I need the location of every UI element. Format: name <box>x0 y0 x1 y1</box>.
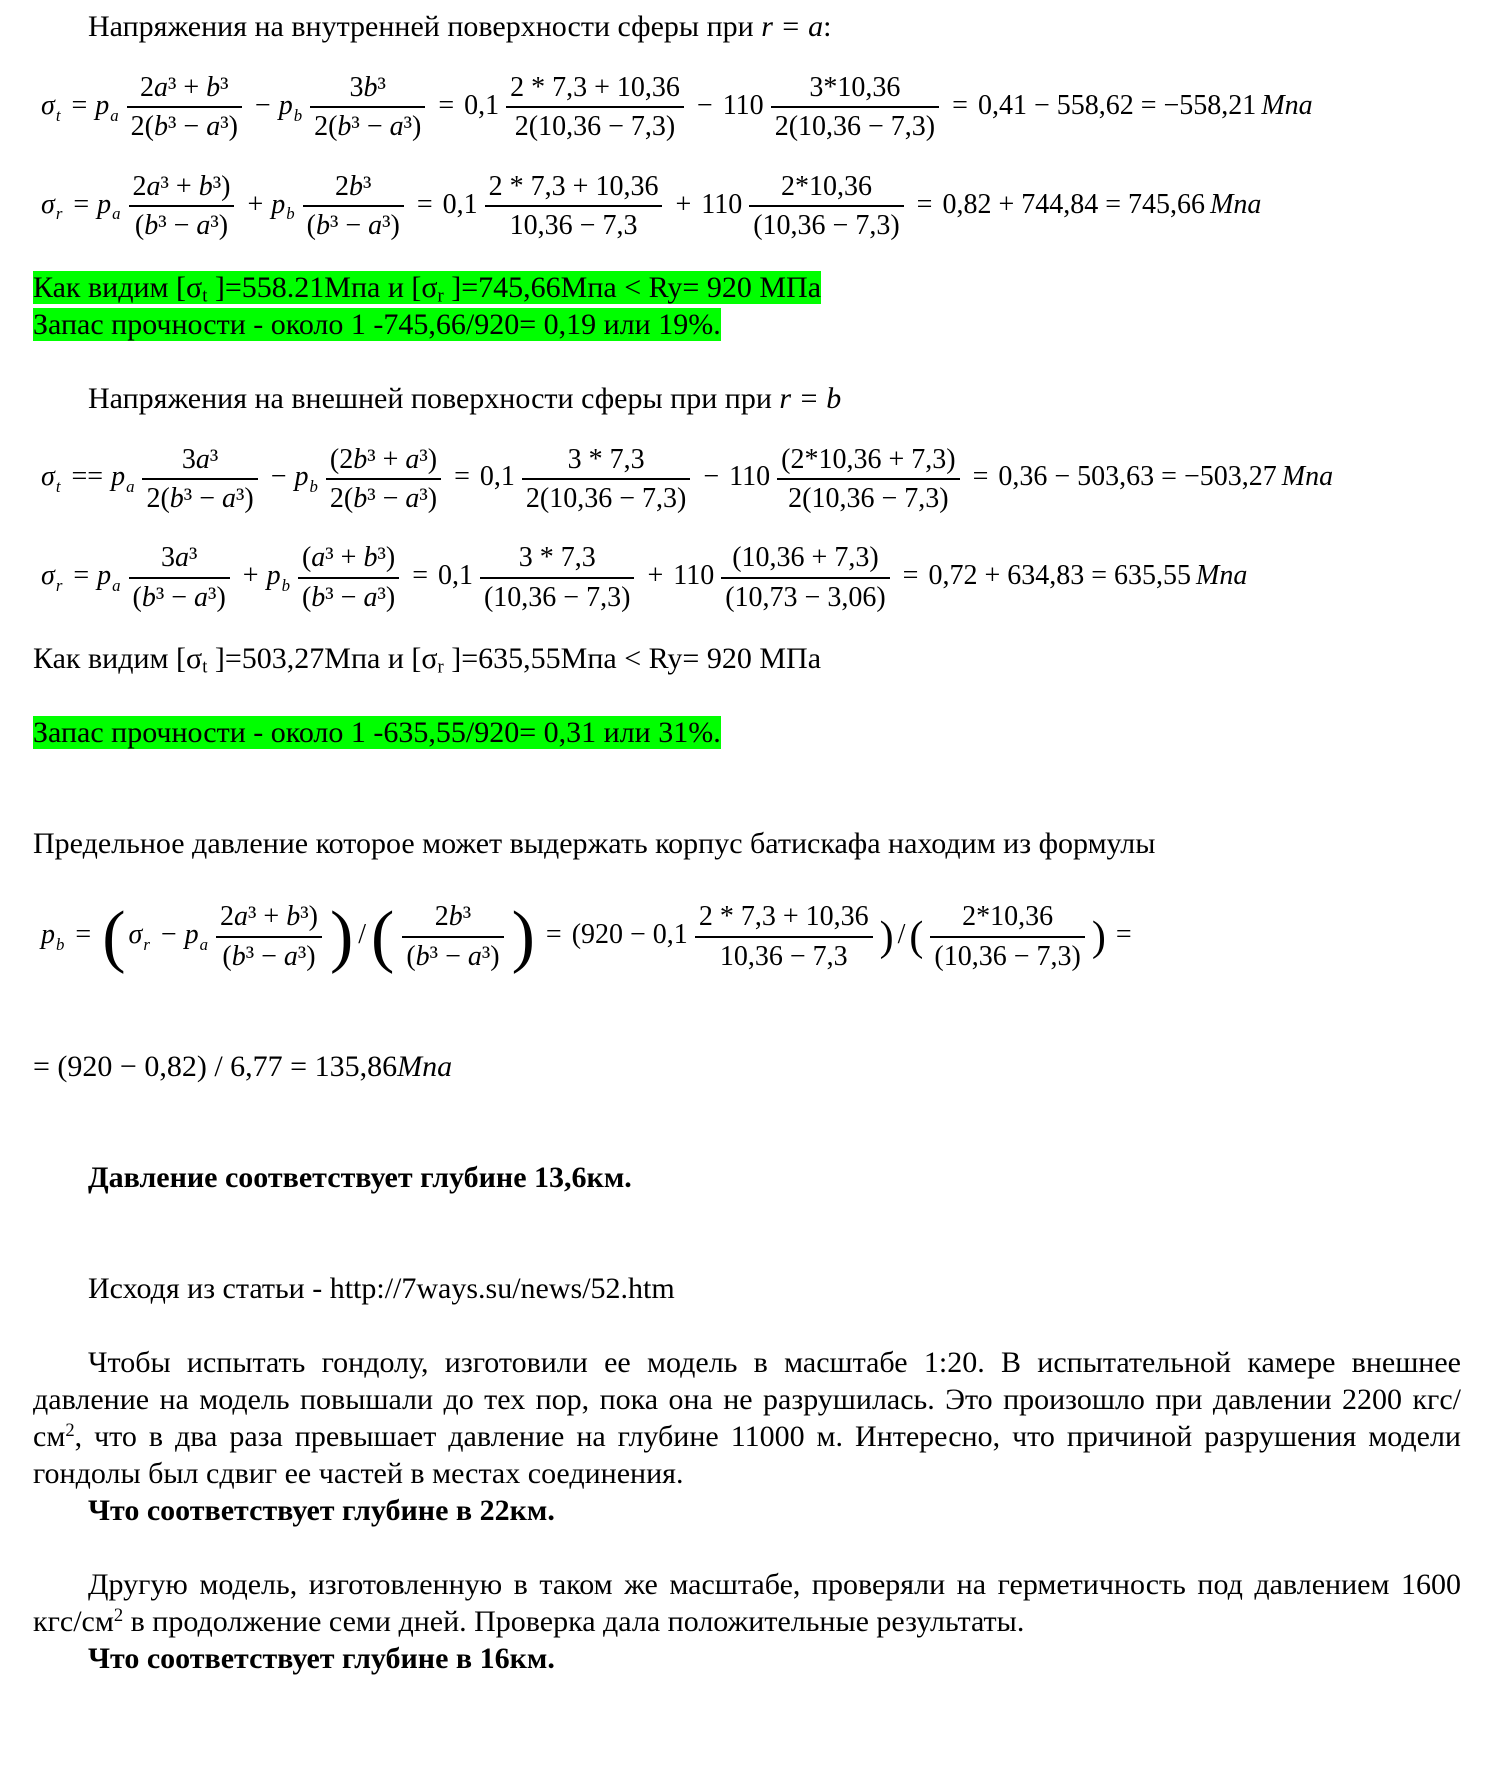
formula-limit-pressure <box>33 897 1461 975</box>
blank-line <box>33 343 1461 380</box>
math-number: 110 <box>722 89 764 121</box>
math-number: 0,1 <box>437 560 473 592</box>
math-fraction: $\frac{\text{(a³ + b³)}}{\text{(b³ − a³)}}$ <box>298 541 399 614</box>
math-paren: ( <box>102 897 126 975</box>
formula-sigma-t-inner <box>33 71 1461 144</box>
formula-sigma-r-outer <box>33 541 1461 614</box>
math-paren: ) <box>879 913 894 960</box>
math-fraction: $\frac{\text{2a³ + b³)}}{\text{(b³ − a³)}}$ <box>216 900 322 973</box>
math-number: 110 <box>673 560 715 592</box>
text-run: Исходя из статьи - <box>88 1271 330 1305</box>
limit-pressure-result <box>33 1048 1461 1085</box>
text-run: = (920 − 0,82) / 6,77 = 135,86 <box>33 1049 398 1083</box>
blank-line <box>33 1307 1461 1344</box>
math-operator: − <box>160 918 177 950</box>
text-run: Запас прочности - около 1 -745,66/920= 0,19 или 19%. <box>33 307 721 341</box>
math-number: (920 − 0,1 <box>571 918 688 950</box>
math-fraction: $\frac{2 * 7,3 + 10,36}{2(10,36 - 7,3)}$ <box>506 71 684 144</box>
math-fraction: $\frac{2*10,36}{(10,36 - 7,3)}$ <box>749 170 903 243</box>
math-variable: $\sigma_r$ <box>41 188 63 224</box>
math-number: / <box>358 918 367 950</box>
math-operator: + <box>247 188 264 220</box>
conclusion-outer <box>33 640 1461 677</box>
math-operator: + <box>675 188 692 220</box>
text-run: Чтобы испытать гондолу, изготовили ее модель в масштабе 1:20. В испытательной камере внешнее давление на модель повышали до тех пор, пока она не разрушилась. Это произошло при давлении 2200 кгс/см <box>33 1345 1461 1453</box>
text-run: Что соответствует глубине в 16км. <box>88 1641 555 1675</box>
math-operator: = <box>902 560 919 592</box>
math-operator: == <box>71 461 104 493</box>
document-content <box>33 8 1461 1677</box>
math-paren: ( <box>371 897 395 975</box>
math-operator: − <box>270 461 287 493</box>
math-number: 0,1 <box>464 89 500 121</box>
math-operator: = <box>454 461 470 493</box>
math-number: 0,72 + 634,83 = 635,55 <box>928 560 1192 592</box>
math-variable: $p_b$ <box>278 89 303 125</box>
subscript-text: r <box>437 656 444 678</box>
math-paren: ( <box>909 913 924 960</box>
math-fraction: $\frac{\text{2b³}}{\text{(b³ − a³)}}$ <box>303 170 404 243</box>
safety-margin-outer <box>33 714 1461 751</box>
blank-line <box>33 1122 1461 1159</box>
text-run: , что в два раза превышает давление на глубине 11000 м. Интересно, что причиной разрушения модели гондолы был сдвиг ее частей в местах соединения. <box>33 1419 1461 1490</box>
text-run: Напряжения на внутренней поверхности сферы при <box>88 10 762 43</box>
safety-margin-inner <box>33 306 1461 343</box>
math-variable: $\sigma_r$ <box>41 560 63 595</box>
math-fraction: $\frac{\text{3b³}}{\text{2(b³ − a³)}}$ <box>310 71 425 144</box>
math-operator: = <box>412 560 428 592</box>
math-number: 0,41 − 558,62 = −558,21 <box>977 89 1257 121</box>
article-url: http://7ways.su/news/52.htm <box>329 1271 675 1305</box>
math-operator: − <box>696 89 713 121</box>
math-fraction: $\frac{\text{3a³}}{\text{2(b³ − a³)}}$ <box>142 443 257 516</box>
math-unit: Мпа <box>1196 560 1248 592</box>
text-run: : <box>823 10 832 43</box>
math-variable: $p_a$ <box>111 461 135 497</box>
heading-outer-surface <box>33 380 1461 417</box>
math-operator: = <box>73 560 90 592</box>
blank-line <box>33 1085 1461 1122</box>
text-run: в продолжение семи дней. Проверка дала положительные результаты. <box>123 1604 1025 1638</box>
math-variable: $p_a$ <box>97 560 121 595</box>
math-fraction: $\frac{2 * 7,3 + 10,36}{10,36 - 7,3}$ <box>485 170 663 243</box>
blank-line <box>33 1011 1461 1048</box>
text-run: Предельное давление которое может выдержать корпус батискафа находим из формулы <box>33 827 1156 861</box>
depth-22km <box>33 1492 1461 1529</box>
highlighted-text <box>33 716 721 749</box>
math-operator: − <box>703 461 720 493</box>
second-model-paragraph <box>33 1566 1461 1640</box>
math-number: 0,82 + 744,84 = 745,66 <box>942 188 1206 220</box>
math-number: 0,1 <box>442 188 478 220</box>
math-variable: $p_b$ <box>271 188 295 224</box>
text-run: ]=503,27Мпа и [σ <box>207 642 438 676</box>
superscript-text: 2 <box>113 1604 124 1626</box>
math-operator: − <box>254 89 271 121</box>
text-run: Другую модель, изготовленную в таком же масштабе, проверяли на герметичность под давлением 1600 кгс/см <box>33 1567 1461 1638</box>
subscript-text: t <box>202 656 208 678</box>
math-paren: ) <box>1091 913 1106 960</box>
text-run: r = b <box>779 381 842 415</box>
math-variable: $p_a$ <box>184 918 209 954</box>
math-fraction: $\frac{(2*10,36 + 7,3)}{2(10,36 - 7,3)}$ <box>777 443 959 516</box>
math-number: 110 <box>701 188 743 220</box>
math-fraction: $\frac{(10,36 + 7,3)}{(10,73 - 3,06)}$ <box>721 541 889 614</box>
math-variable: $\sigma_t$ <box>41 461 61 497</box>
math-paren: ) <box>511 897 535 975</box>
math-operator: + <box>242 560 259 592</box>
depth-16km <box>33 1640 1461 1677</box>
blank-line <box>33 677 1461 714</box>
math-number: / <box>897 918 906 950</box>
subscript-text: r <box>437 285 444 307</box>
heading-inner-surface <box>33 8 1461 45</box>
math-fraction: $\frac{2*10,36}{(10,36 - 7,3)}$ <box>930 900 1084 973</box>
math-fraction: $\frac{\text{2a³ + b³}}{\text{2(b³ − a³)}}$ <box>127 71 242 144</box>
math-operator: = <box>75 918 92 950</box>
superscript-text: 2 <box>65 1419 75 1441</box>
math-unit: Мпа <box>1281 461 1334 493</box>
math-fraction: $\frac{\text{(2b³ + a³)}}{\text{2(b³ − a³)}}$ <box>326 443 441 516</box>
text-run: Запас прочности - около 1 -635,55/920= 0,31 или 31%. <box>33 716 721 750</box>
math-operator: = <box>1115 918 1132 950</box>
math-variable: $\sigma_r$ <box>128 918 150 954</box>
math-operator: = <box>545 918 562 950</box>
blank-line <box>33 1196 1461 1233</box>
math-fraction: $\frac{\text{2a³ + b³)}}{\text{(b³ − a³)}}$ <box>129 170 235 243</box>
math-fraction: $\frac{3 * 7,3}{(10,36 - 7,3)}$ <box>480 541 634 614</box>
highlighted-text <box>33 308 721 341</box>
text-run: Давление соответствует глубине 13,6км. <box>88 1160 632 1194</box>
math-variable: $p_b$ <box>266 560 290 595</box>
math-fraction: $\frac{\text{2b³}}{\text{(b³ − a³)}}$ <box>402 900 503 973</box>
math-fraction: $\frac{2 * 7,3 + 10,36}{10,36 - 7,3}$ <box>695 900 873 973</box>
model-test-paragraph <box>33 1344 1461 1492</box>
source-reference <box>33 1270 1461 1307</box>
math-fraction: $\frac{\text{3a³}}{\text{(b³ − a³)}}$ <box>129 541 230 614</box>
subscript-text: t <box>202 285 208 307</box>
math-variable: $p_a$ <box>95 89 119 125</box>
math-variable: $p_b$ <box>41 918 65 954</box>
math-operator: = <box>916 188 933 220</box>
text-run: Напряжения на внешней поверхности сферы при при <box>88 381 780 415</box>
math-operator: = <box>952 89 968 121</box>
math-operator: = <box>416 188 433 220</box>
math-paren: ) <box>329 897 354 975</box>
blank-line <box>33 1529 1461 1566</box>
text-run: ]=635,55Мпа < Ry= 920 МПа <box>443 642 822 676</box>
formula-sigma-t-outer <box>33 443 1461 516</box>
math-operator: = <box>73 188 90 220</box>
depth-conclusion <box>33 1159 1461 1196</box>
text-run: Как видим [σ <box>33 642 203 676</box>
math-unit: Мпа <box>1210 188 1262 220</box>
limit-pressure-intro <box>33 825 1461 862</box>
math-operator: = <box>71 89 88 121</box>
highlighted-text <box>33 270 822 307</box>
text-run: ]=745,66Мпа < Ry= 920 МПа <box>443 270 822 304</box>
formula-sigma-r-inner <box>33 170 1461 243</box>
math-variable: $\sigma_t$ <box>41 89 61 125</box>
blank-line <box>33 751 1461 788</box>
math-number: 0,36 − 503,63 = −503,27 <box>998 461 1277 493</box>
math-unit: Мпа <box>1261 89 1313 121</box>
blank-line <box>33 1233 1461 1270</box>
blank-line <box>33 788 1461 825</box>
math-operator: = <box>438 89 455 121</box>
math-operator: = <box>972 461 989 493</box>
math-number: 110 <box>729 461 771 493</box>
text-run: ]=558.21Мпа и [σ <box>207 270 438 304</box>
text-run: Как видим [σ <box>33 270 203 304</box>
math-variable: $p_b$ <box>294 461 318 497</box>
math-number: 0,1 <box>479 461 515 493</box>
conclusion-inner <box>33 269 1461 306</box>
math-operator: + <box>647 560 664 592</box>
text-run: Мпа <box>397 1049 453 1083</box>
text-run: Что соответствует глубине в 22км. <box>88 1493 555 1527</box>
math-fraction: $\frac{3*10,36}{2(10,36 - 7,3)}$ <box>771 71 939 144</box>
math-fraction: $\frac{3 * 7,3}{2(10,36 - 7,3)}$ <box>522 443 690 516</box>
text-run: r = a <box>761 10 824 43</box>
math-variable: $p_a$ <box>97 188 121 224</box>
